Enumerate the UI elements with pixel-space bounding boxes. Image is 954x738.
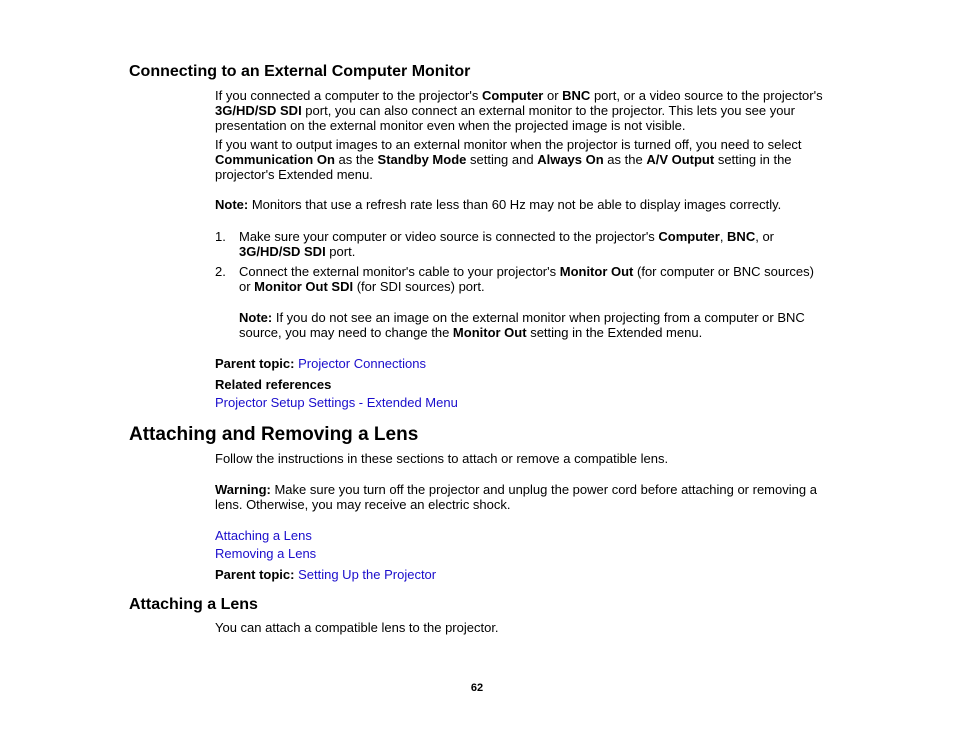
step-number: 1. xyxy=(215,229,226,244)
step-2-text: Connect the external monitor's cable to your projector's Monitor Out (for computer or BNC sources) or Monitor Out SDI (for SDI sources) port. xyxy=(239,264,814,294)
note-refresh-rate: Note: Monitors that use a refresh rate less than 60 Hz may not be able to display images correctly. xyxy=(215,197,782,212)
para-standby: If you want to output images to an external monitor when the projector is turned off, you need to select Communication On as the Standby Mode setting and Always On as the A/V Output setting in the projector's Extended menu. xyxy=(215,137,802,182)
step-number: 2. xyxy=(215,264,226,279)
related-link-row xyxy=(215,395,825,410)
link-setting-up-projector[interactable]: Setting Up the Projector xyxy=(298,567,437,582)
link-row-remove xyxy=(215,546,825,561)
heading-external-monitor: Connecting to an External Computer Monitor xyxy=(129,63,471,80)
para-attach-lens: You can attach a compatible lens to the projector. xyxy=(215,620,499,635)
para-intro: If you connected a computer to the projector's Computer or BNC port, or a video source to the projector's 3G/HD/SD SDI port, you can also connect an external monitor to the projector. This lets you see your presentation on the external monitor even when the projected image is not visible. xyxy=(215,88,823,133)
step-1-text: Make sure your computer or video source is connected to the projector's Computer, BNC, or 3G/HD/SD SDI port. xyxy=(239,229,775,259)
link-projector-setup-extended[interactable]: Projector Setup Settings - Extended Menu xyxy=(215,395,458,410)
page-number: 62 xyxy=(470,682,484,694)
link-row-attach xyxy=(215,528,825,543)
parent-topic-2: Parent topic: Setting Up the Projector xyxy=(215,567,437,582)
heading-attaching-lens: Attaching a Lens xyxy=(129,596,258,613)
link-removing-lens[interactable]: Removing a Lens xyxy=(215,546,317,561)
heading-attach-remove-lens: Attaching and Removing a Lens xyxy=(129,424,419,445)
related-references-label: Related references xyxy=(215,377,332,392)
note-monitor-out: Note: If you do not see an image on the external monitor when projecting from a computer or BNC source, you may need to change the Monitor Out setting in the Extended menu. xyxy=(239,310,805,340)
warning-power: Warning: Make sure you turn off the projector and unplug the power cord before attaching or removing a lens. Otherwise, you may receive an electric shock. xyxy=(215,482,817,512)
link-projector-connections[interactable]: Projector Connections xyxy=(298,356,426,371)
parent-topic-1: Parent topic: Projector Connections xyxy=(215,356,426,371)
para-lens-intro: Follow the instructions in these sections to attach or remove a compatible lens. xyxy=(215,451,669,466)
link-attaching-lens[interactable]: Attaching a Lens xyxy=(215,528,312,543)
